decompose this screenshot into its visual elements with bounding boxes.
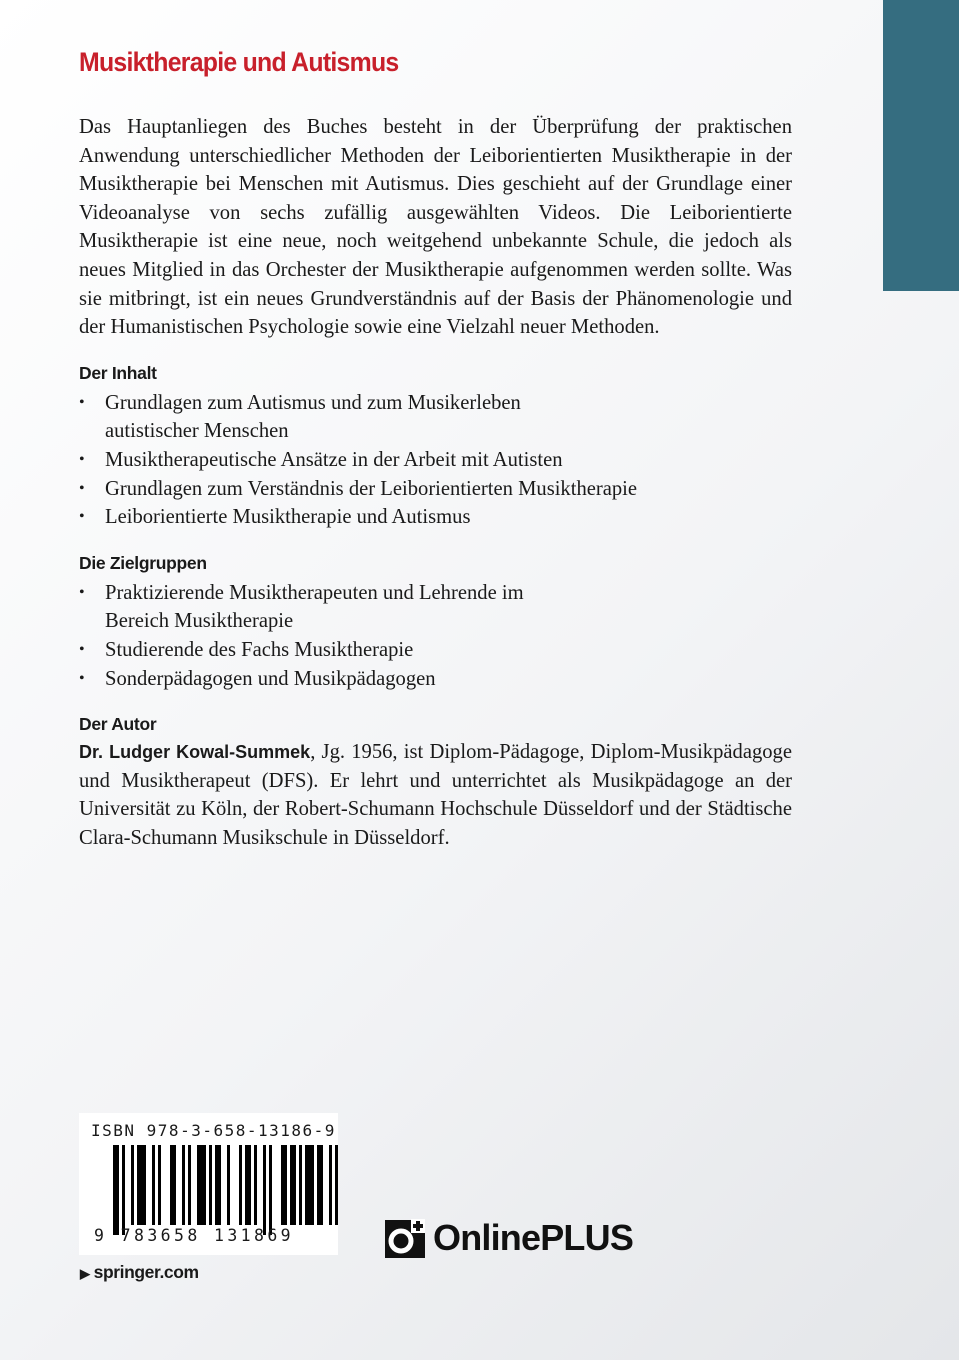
barcode-bar	[227, 1145, 230, 1225]
barcode-bar	[137, 1145, 146, 1225]
author-bio-text: , Jg. 1956, ist Diplom-Pädagoge, Diplom-Musikpädagoge und Musiktherapeut (DFS). Er lehrt und unterrichtet als Musikpädagoge an der Universität zu Köln, der Robert-Schumann Hochschule Düsseldorf und der Städtische Clara-Schumann Musikschule in Düsseldorf.	[79, 741, 792, 849]
barcode-bar	[317, 1145, 323, 1225]
intro-paragraph: Das Hauptanliegen des Buches besteht in der Überprüfung der praktischen Anwendung unterschiedlicher Methoden der Leiborientierten Musiktherapie in der Musiktherapie bei Menschen mit Autismus. Dies geschieht auf der Grundlage einer Videoanalyse von sechs zufällig ausgewählten Videos. Die Leiborientierte Musiktherapie ist eine neue, noch weitgehend unbekannte Schule, die jedoch als neues Mitglied in das Orchester der Musiktherapie aufgenommen werden sollte. Was sie mitbringt, ist ein neues Grundverständnis auf der Basis der Phänomenologie und der Humanistischen Psychologie sowie eine Vielzahl neuer Methoden.	[79, 116, 792, 339]
barcode-bar	[281, 1145, 287, 1225]
barcode-bar	[113, 1145, 119, 1235]
barcode-bar	[158, 1145, 161, 1225]
audience-heading: Die Zielgruppen	[79, 552, 207, 573]
barcode-bar	[263, 1145, 266, 1235]
barcode-bar	[215, 1145, 221, 1225]
online-plus-logo-icon	[383, 1216, 427, 1260]
author-bio	[79, 738, 792, 852]
online-plus-prefix: Online	[433, 1217, 541, 1258]
springer-link[interactable]	[80, 1262, 199, 1283]
isbn-label: ISBN 978-3-658-13186-9	[91, 1121, 336, 1140]
list-item: • Musiktherapeutische Ansätze in der Arbeit mit Autisten	[79, 446, 792, 475]
barcode-bar	[290, 1145, 296, 1225]
barcode-bar	[245, 1145, 251, 1225]
barcode-bar	[197, 1145, 206, 1225]
springer-link-label: springer.com	[93, 1262, 199, 1282]
barcode-bar	[170, 1145, 176, 1225]
barcode-bar	[131, 1145, 134, 1225]
barcode-bar	[182, 1145, 185, 1225]
online-plus-text	[433, 1217, 633, 1259]
barcode-bar	[254, 1145, 257, 1225]
accent-bar	[883, 0, 959, 291]
author-name: Dr. Ludger Kowal-Summek	[79, 742, 311, 763]
list-item: • Grundlagen zum Verständnis der Leiborientierten Musiktherapie	[79, 475, 792, 504]
contents-heading: Der Inhalt	[79, 362, 157, 383]
online-plus-logo	[383, 1213, 633, 1263]
isbn-barcode	[79, 1113, 338, 1255]
back-cover-content	[79, 42, 792, 852]
barcode-bar	[335, 1145, 338, 1225]
barcode-bar	[299, 1145, 302, 1225]
list-item: • Grundlagen zum Autismus und zum Musikerleben autistischer Menschen	[79, 389, 605, 446]
online-plus-suffix: PLUS	[540, 1217, 634, 1258]
audience-section	[79, 551, 792, 693]
contents-section	[79, 361, 792, 532]
barcode-bar	[209, 1145, 212, 1225]
barcode-bar	[269, 1145, 272, 1235]
author-section	[79, 712, 792, 852]
barcode-bar	[329, 1145, 332, 1225]
barcode-bar	[239, 1145, 242, 1225]
triangle-right-icon: ▶	[80, 1266, 90, 1281]
audience-list	[79, 579, 792, 693]
page-title: Musiktherapie und Autismus	[79, 47, 399, 77]
list-item: • Studierende des Fachs Musiktherapie	[79, 636, 792, 665]
author-heading: Der Autor	[79, 714, 157, 735]
list-item: • Praktizierende Musiktherapeuten und Lehrende im Bereich Musiktherapie	[79, 579, 575, 636]
barcode-bar	[305, 1145, 314, 1225]
list-item: • Leiborientierte Musiktherapie und Autismus	[79, 503, 792, 532]
barcode-bar	[152, 1145, 155, 1225]
ean-digits: 9 783658 131869	[94, 1226, 295, 1245]
barcode-bar	[188, 1145, 191, 1225]
barcode-bar	[122, 1145, 125, 1235]
contents-list	[79, 389, 792, 532]
list-item: • Sonderpädagogen und Musikpädagogen	[79, 665, 792, 694]
